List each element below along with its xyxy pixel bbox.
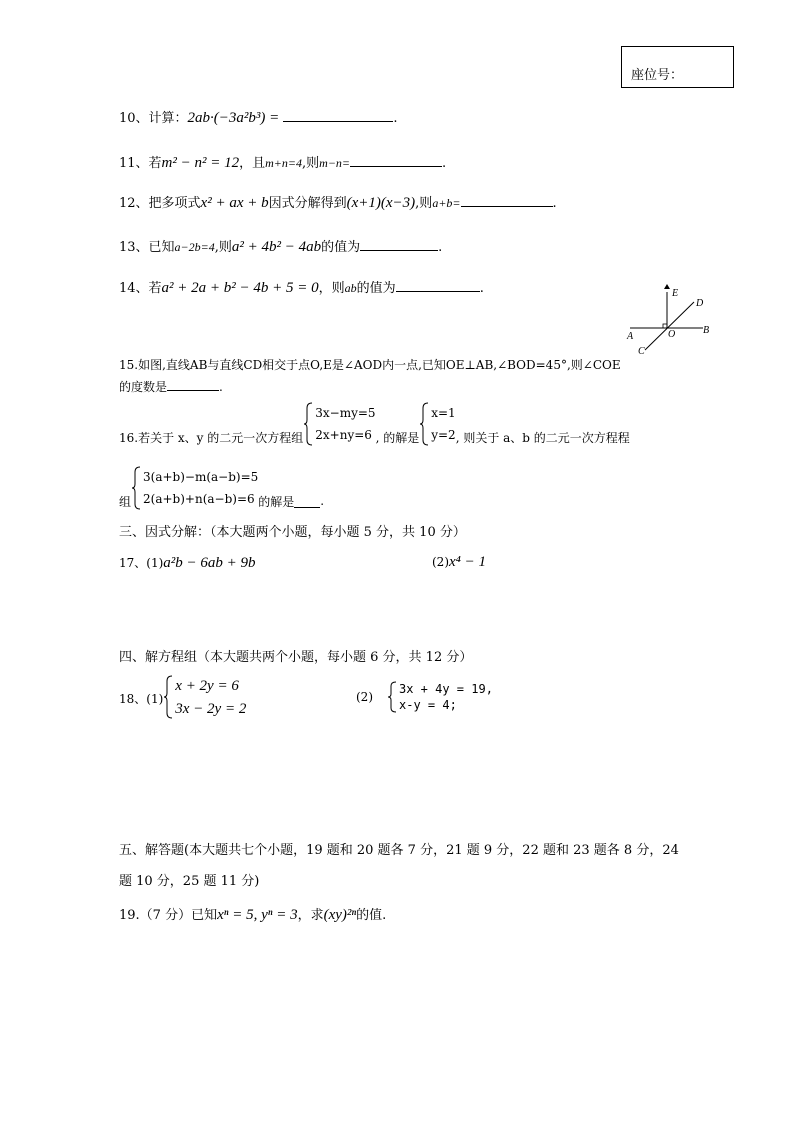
question-17-part2 bbox=[432, 554, 486, 571]
label-o: O bbox=[668, 329, 676, 340]
right-angle-mark bbox=[663, 324, 667, 328]
question-12: 12、把多项式x² + ax + b因式分解得到(x+1)(x−3),则a+b= . bbox=[119, 195, 557, 211]
q16-system-1 bbox=[303, 402, 375, 446]
section-5-heading-line2: 题 10 分，25 题 11 分) bbox=[119, 874, 260, 889]
geometry-figure bbox=[618, 284, 718, 358]
label-e: E bbox=[672, 288, 679, 299]
q18-sys1-row2: 3x − 2y = 2 bbox=[175, 701, 247, 717]
brace-icon bbox=[303, 402, 313, 446]
q16-prefix: 16.若关于 x、y 的二元一次方程组 bbox=[119, 430, 304, 445]
q18-system-1 bbox=[163, 675, 246, 721]
q12-mid2: ,则 bbox=[415, 196, 433, 211]
q18-sys1-row1: x + 2y = 6 bbox=[175, 678, 239, 694]
q14-answer-blank[interactable] bbox=[396, 279, 480, 292]
question-10: 10、计算：2ab·(−3a²b³) = . bbox=[119, 110, 398, 126]
q11-condition: m+n=4 bbox=[265, 156, 303, 170]
q10-prefix: 10、计算： bbox=[119, 111, 188, 126]
q14-prefix: 14、若 bbox=[119, 281, 162, 296]
q11-mid: ，且 bbox=[239, 156, 266, 171]
q16-answer-blank[interactable] bbox=[294, 495, 320, 508]
q18-prefix: 18、(1) bbox=[119, 691, 164, 706]
q16-mid: , 的解是 bbox=[375, 430, 420, 445]
q13-mid: ,则 bbox=[214, 240, 232, 255]
q19-suffix: 的值. bbox=[356, 908, 387, 923]
q16-solution bbox=[419, 402, 455, 446]
q11-prefix: 11、若 bbox=[119, 156, 162, 171]
brace-icon bbox=[131, 466, 141, 510]
q16-tail: 的解是 bbox=[258, 494, 295, 509]
brace-icon bbox=[387, 681, 397, 713]
q13-expression: a² + 4b² − 4ab bbox=[231, 239, 322, 255]
q13-answer-blank[interactable] bbox=[360, 238, 438, 251]
q16-sys2-row1: 3(a+b)−m(a−b)=5 bbox=[143, 470, 259, 484]
question-18 bbox=[119, 675, 246, 721]
q12-ask: a+b= bbox=[432, 196, 461, 210]
q18-prefix2: (2) bbox=[356, 690, 373, 704]
q12-prefix: 12、把多项式 bbox=[119, 196, 201, 211]
q16-suffix: , 则关于 a、b 的二元一次方程程 bbox=[455, 430, 630, 445]
q14-suffix: 的值为 bbox=[356, 281, 396, 296]
q11-answer-blank[interactable] bbox=[350, 154, 442, 167]
q12-mid: 因式分解得到 bbox=[268, 196, 347, 211]
q19-ask: (xy)²ⁿ bbox=[323, 907, 357, 923]
q16-system-2 bbox=[131, 466, 258, 510]
question-16-line1 bbox=[119, 401, 630, 447]
q16-sys2-row2: 2(a+b)+n(a−b)=6 bbox=[143, 492, 255, 506]
brace-icon bbox=[163, 675, 173, 719]
section-3-heading: 三、因式分解：（本大题两个小题，每小题 5 分，共 10 分） bbox=[119, 525, 466, 540]
q17-expression-2: x⁴ − 1 bbox=[449, 554, 486, 570]
q10-expression: 2ab·(−3a²b³) = bbox=[187, 110, 280, 126]
q15-line2-text: 的度数是 bbox=[119, 380, 168, 394]
question-11: 11、若m² − n² = 12，且m+n=4,则m−n= . bbox=[119, 155, 447, 171]
question-19 bbox=[119, 904, 386, 924]
q18-sys2-row1: 3x + 4y = 19, bbox=[399, 682, 493, 696]
q11-ask: m−n= bbox=[319, 156, 351, 170]
q12-answer-blank[interactable] bbox=[461, 194, 553, 207]
question-14: 14、若a² + 2a + b² − 4b + 5 = 0，则ab的值为 . bbox=[119, 280, 484, 296]
q16-sys1-row2: 2x+ny=6 bbox=[315, 428, 372, 442]
q10-answer-blank[interactable] bbox=[283, 109, 393, 122]
brace-icon bbox=[419, 402, 429, 446]
q13-prefix: 13、已知 bbox=[119, 240, 175, 255]
label-c: C bbox=[638, 346, 645, 357]
label-d: D bbox=[696, 298, 704, 309]
q17-expression-1: a²b − 6ab + 9b bbox=[163, 555, 256, 571]
q19-expression: xⁿ = 5, yⁿ = 3 bbox=[217, 907, 298, 923]
question-18-part2 bbox=[356, 678, 493, 716]
q19-prefix: 19.（7 分）已知 bbox=[119, 908, 218, 923]
section-4-heading: 四、解方程组（本大题共两个小题，每小题 6 分，共 12 分） bbox=[119, 650, 473, 665]
q16-sol-row1: x=1 bbox=[431, 406, 456, 420]
question-15-line2: 的度数是 . bbox=[119, 380, 223, 394]
seat-number-label: 座位号： bbox=[631, 68, 684, 83]
q13-condition: a−2b=4 bbox=[174, 240, 215, 254]
q18-sys2-row2: x-y = 4; bbox=[399, 698, 457, 712]
label-b: B bbox=[703, 325, 710, 336]
q12-expression: x² + ax + b bbox=[200, 195, 269, 211]
question-13: 13、已知a−2b=4,则a² + 4b² − 4ab的值为 . bbox=[119, 239, 443, 255]
q13-suffix: 的值为 bbox=[321, 240, 361, 255]
q16-sol-row2: y=2 bbox=[431, 428, 456, 442]
q11-expression: m² − n² = 12 bbox=[161, 155, 240, 171]
q14-ask: ab bbox=[344, 281, 357, 295]
q15-answer-blank[interactable] bbox=[167, 378, 219, 391]
q11-mid2: ,则 bbox=[302, 156, 320, 171]
question-15-line1: 15.如图,直线AB与直线CD相交于点O,E是∠AOD内一点,已知OE⊥AB,∠BOD=45°,则∠COE bbox=[119, 358, 621, 372]
question-16-line2: 组 3(a+b)−m(a−b)=5 2(a+b)+n(a−b)=6 的解是 . bbox=[119, 465, 324, 511]
q14-expression: a² + 2a + b² − 4b + 5 = 0 bbox=[161, 280, 319, 296]
label-a: A bbox=[627, 331, 634, 342]
arrow-e-icon bbox=[664, 284, 670, 289]
q18-system-2 bbox=[387, 681, 493, 713]
section-5-heading-line1: 五、解答题(本大题共七个小题，19 题和 20 题各 7 分，21 题 9 分，22 题和 23 题各 8 分，24 bbox=[119, 843, 679, 858]
q16-zu: 组 bbox=[119, 494, 132, 509]
q19-mid: ，求 bbox=[297, 908, 324, 923]
seat-number-box bbox=[621, 46, 734, 88]
q17-prefix: 17、(1) bbox=[119, 556, 164, 570]
question-17 bbox=[119, 554, 256, 572]
line-cd bbox=[645, 302, 694, 350]
q17-prefix2: (2) bbox=[432, 555, 449, 569]
q16-sys1-row1: 3x−my=5 bbox=[315, 406, 376, 420]
q12-factors: (x+1)(x−3) bbox=[346, 195, 416, 211]
q14-mid: ，则 bbox=[318, 281, 345, 296]
